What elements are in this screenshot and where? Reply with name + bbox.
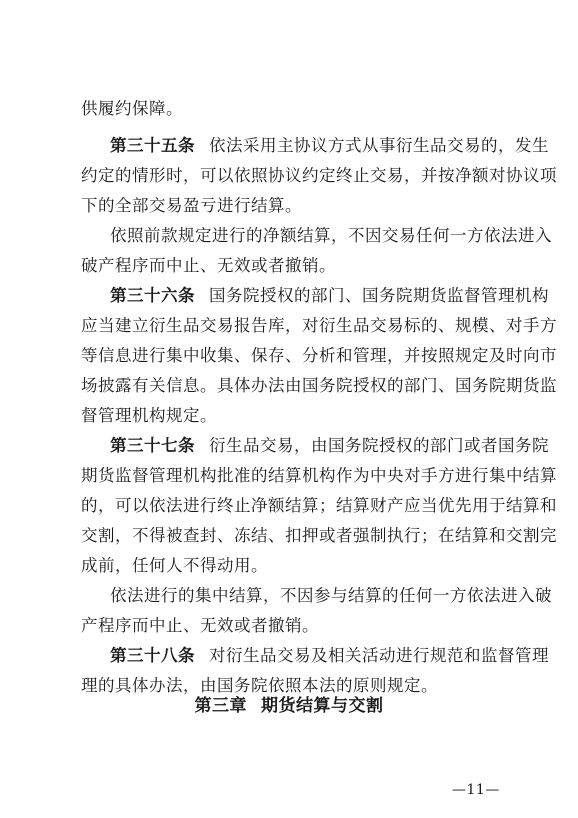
paragraph-line (110, 226, 552, 246)
paragraph-line (81, 196, 501, 216)
article-35-first-line (110, 136, 549, 156)
chapter-title: 期货结算与交割 (261, 696, 384, 716)
line-text: 交割，不得被查封、冻结、扣押或者强制执行；在结算和交割完 (81, 526, 557, 545)
paragraph-line (81, 256, 501, 276)
paragraph-line (81, 376, 557, 396)
paragraph-line (81, 346, 557, 366)
line-text: 衍生品交易，由国务院授权的部门或者国务院 (209, 436, 549, 455)
line-text: 供履约保障。 (81, 99, 183, 118)
line-text: 产程序而中止、无效或者撤销。 (81, 616, 319, 635)
line-text: 依法进行的集中结算，不因参与结算的任何一方依法进入破 (110, 586, 552, 605)
line-text: 破产程序而中止、无效或者撤销。 (81, 256, 336, 275)
article-35-label: 第三十五条 (110, 136, 195, 155)
article-38-label: 第三十八条 (110, 646, 195, 665)
article-38-first-line (110, 646, 549, 666)
paragraph-line (110, 586, 552, 606)
paragraph-line (81, 316, 557, 336)
page-number: —11— (452, 782, 500, 798)
article-36-first-line (110, 286, 549, 306)
paragraph-line (81, 466, 557, 486)
paragraph-line (81, 99, 501, 119)
paragraph-line (81, 496, 557, 516)
paragraph-line (81, 676, 501, 696)
paragraph-line (81, 556, 501, 576)
paragraph-line (81, 166, 557, 186)
line-text: 理的具体办法，由国务院依照本法的原则规定。 (81, 676, 438, 695)
article-37-first-line (110, 436, 549, 456)
line-text: 约定的情形时，可以依照协议约定终止交易，并按净额对协议项 (81, 166, 557, 185)
article-37-label: 第三十七条 (110, 436, 195, 455)
line-text: 成前，任何人不得动用。 (81, 556, 268, 575)
line-text: 应当建立衍生品交易报告库，对衍生品交易标的、规模、对手方 (81, 316, 557, 335)
paragraph-line (81, 406, 501, 426)
article-36-label: 第三十六条 (110, 286, 195, 305)
line-text: 下的全部交易盈亏进行结算。 (81, 196, 302, 215)
line-text: 依照前款规定进行的净额结算，不因交易任何一方依法进入 (110, 226, 552, 245)
chapter-number: 第三章 (194, 696, 247, 716)
paragraph-line (81, 616, 501, 636)
line-text: 依法采用主协议方式从事衍生品交易的，发生 (209, 136, 549, 155)
line-text: 期货监督管理机构批准的结算机构作为中央对手方进行集中结算 (81, 466, 557, 485)
chapter-heading (0, 695, 578, 717)
line-text: 等信息进行集中收集、保存、分析和管理，并按照规定及时向市 (81, 346, 557, 365)
line-text: 督管理机构规定。 (81, 406, 217, 425)
line-text: 场披露有关信息。具体办法由国务院授权的部门、国务院期货监 (81, 376, 557, 395)
paragraph-line (81, 526, 557, 546)
line-text: 对衍生品交易及相关活动进行规范和监督管理 (209, 646, 549, 665)
line-text: 的，可以依法进行终止净额结算；结算财产应当优先用于结算和 (81, 496, 557, 515)
line-text: 国务院授权的部门、国务院期货监督管理机构 (209, 286, 549, 305)
